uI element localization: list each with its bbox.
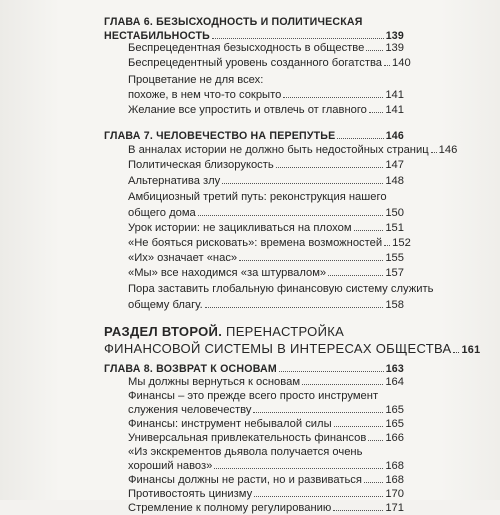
- toc-entry: [128, 266, 404, 280]
- leader-dots: [334, 426, 384, 427]
- toc-page-number: 161: [461, 344, 481, 356]
- toc-entry: [128, 375, 404, 389]
- toc-entry-text: Финансы – это прежде всего просто инструмент: [128, 390, 379, 402]
- toc-entry: [128, 158, 404, 172]
- toc-chapter-6-line-1: [104, 15, 404, 29]
- toc-page-number: 139: [385, 42, 404, 54]
- leader-dots: [276, 167, 384, 168]
- toc-entry-text: Процветание не для всех:: [128, 74, 264, 86]
- toc-entry-text: Мы должны вернуться к основам: [128, 376, 301, 388]
- toc-page-number: 164: [385, 376, 404, 388]
- toc-page-number: 146: [438, 144, 458, 156]
- leader-dots: [337, 138, 383, 139]
- toc-entry: [128, 417, 404, 431]
- toc-page-number: 150: [385, 207, 404, 219]
- leader-dots: [453, 352, 459, 353]
- toc-page-number: 139: [385, 30, 404, 42]
- leader-dots: [302, 384, 383, 385]
- toc-entry-text: ГЛАВА 7. ЧЕЛОВЕЧЕСТВО НА ПЕРЕПУТЬЕ: [104, 130, 336, 142]
- toc-entry-text: Пора заставить глобальную финансовую систему служить: [128, 283, 434, 295]
- toc-page-number: 146: [385, 130, 404, 142]
- toc-entry: [128, 41, 404, 55]
- toc-entry-line-1: [128, 73, 404, 87]
- toc-entry-text: «Мы» все находимся «за штурвалом»: [128, 267, 327, 279]
- leader-dots: [333, 510, 383, 511]
- toc-entry-text: В анналах истории не должно быть недостойных страниц: [128, 144, 429, 156]
- toc-page-number: 151: [385, 222, 404, 234]
- leader-dots: [354, 230, 384, 231]
- toc-entry-text: Беспрецедентная безысходность в обществе: [128, 42, 365, 54]
- toc-entry-text: хороший навоз»: [128, 460, 213, 472]
- toc-page-number: 147: [385, 159, 404, 171]
- section-label: РАЗДЕЛ ВТОРОЙ.: [104, 324, 223, 339]
- toc-entry-text: «Не бояться рисковать»: времена возможностей: [128, 237, 383, 249]
- toc-page-number: 157: [385, 267, 404, 279]
- toc-page-number: 158: [385, 299, 404, 311]
- leader-dots: [384, 245, 390, 246]
- toc-entry-text: Финансы: инструмент небывалой силы: [128, 418, 332, 430]
- toc-entry-text: Стремление к полному регулированию: [128, 502, 332, 514]
- toc-entry: [128, 143, 458, 157]
- toc-entry-text: Желание все упростить и отвлечь от главного: [128, 104, 367, 116]
- toc-entry: [128, 174, 404, 188]
- leader-dots: [212, 38, 384, 39]
- leader-dots: [222, 183, 383, 184]
- toc-page-number: 152: [392, 237, 411, 249]
- toc-entry: [128, 501, 404, 515]
- toc-section-two-line-2: [104, 340, 481, 357]
- toc-page-number: 141: [385, 89, 404, 101]
- toc-entry: [128, 459, 404, 473]
- toc-entry: [128, 251, 404, 265]
- leader-dots: [283, 97, 383, 98]
- leader-dots: [253, 412, 383, 413]
- toc-chapter-8: [104, 362, 404, 376]
- toc-page-number: 163: [385, 363, 404, 375]
- leader-dots: [214, 468, 383, 469]
- toc-page-number: 171: [385, 502, 404, 514]
- toc-entry-text: «Из экскрементов дьявола получается очень: [128, 446, 363, 458]
- toc-entry-text: Урок истории: не зацикливаться на плохом: [128, 222, 352, 234]
- toc-entry-text: ГЛАВА 8. ВОЗВРАТ К ОСНОВАМ: [104, 363, 277, 375]
- toc-page-number: 148: [385, 175, 404, 187]
- leader-dots: [205, 307, 384, 308]
- toc-entry: [128, 103, 404, 117]
- toc-entry-text: общего дома: [128, 207, 196, 219]
- toc-entry: [128, 487, 404, 501]
- toc-entry-line-1: [128, 389, 404, 403]
- toc-entry-text: служения человечеству: [128, 404, 252, 416]
- toc-entry-text: НЕСТАБИЛЬНОСТЬ: [104, 30, 210, 42]
- toc-entry-text: общему благу.: [128, 299, 203, 311]
- toc-entry-text: Беспрецедентный уровень созданного богатства: [128, 57, 383, 69]
- toc-entry-text: ГЛАВА 6. БЕЗЫСХОДНОСТЬ И ПОЛИТИЧЕСКАЯ: [104, 16, 363, 28]
- toc-page-number: 140: [392, 57, 411, 69]
- toc-page-number: 165: [385, 418, 404, 430]
- leader-dots: [254, 496, 383, 497]
- toc-entry: [128, 56, 411, 70]
- leader-dots: [198, 215, 384, 216]
- toc-entry-text: Противостоять цинизму: [128, 488, 253, 500]
- toc-page-number: 170: [385, 488, 404, 500]
- toc-page-number: 168: [385, 474, 404, 486]
- leader-dots: [239, 260, 383, 261]
- leader-dots: [369, 112, 383, 113]
- toc-page-number: 155: [385, 252, 404, 264]
- toc-entry-text: ФИНАНСОВОЙ СИСТЕМЫ В ИНТЕРЕСАХ ОБЩЕСТВА: [104, 341, 452, 356]
- toc-chapter-7: [104, 129, 404, 143]
- toc-entry-line-1: [128, 445, 404, 459]
- toc-entry: [128, 236, 411, 250]
- leader-dots: [279, 371, 384, 372]
- toc-page-number: 141: [385, 104, 404, 116]
- toc-section-two-line-1: [104, 323, 404, 340]
- toc-entry-text: ПЕРЕНАСТРОЙКА: [226, 324, 345, 339]
- toc-entry: [128, 206, 404, 220]
- toc-entry-text: похоже, в нем что-то сокрыто: [128, 89, 282, 101]
- leader-dots: [384, 65, 390, 66]
- toc-entry-line-1: [128, 190, 404, 204]
- leader-dots: [364, 482, 383, 483]
- toc-entry: [128, 88, 404, 102]
- leader-dots: [328, 275, 383, 276]
- toc-entry-text: Финансы должны не расти, но и развиваться: [128, 474, 362, 486]
- toc-entry-line-1: [128, 282, 434, 296]
- toc-entry-text: Универсальная привлекательность финансов: [128, 432, 367, 444]
- toc-page-number: 165: [385, 404, 404, 416]
- toc-page-number: 168: [385, 460, 404, 472]
- toc-entry-text: Альтернатива злу: [128, 175, 221, 187]
- toc-entry: [128, 431, 404, 445]
- toc-entry: [128, 473, 404, 487]
- leader-dots: [368, 440, 383, 441]
- toc-entry: [128, 298, 404, 312]
- toc-entry-text: Амбициозный третий путь: реконструкция нашего: [128, 191, 387, 203]
- toc-entry: [128, 403, 404, 417]
- toc-entry: [128, 221, 404, 235]
- toc-entry-text: Политическая близорукость: [128, 159, 274, 171]
- leader-dots: [431, 152, 437, 153]
- leader-dots: [366, 50, 383, 51]
- toc-page-number: 166: [385, 432, 404, 444]
- toc-entry-text: «Их» означает «нас»: [128, 252, 238, 264]
